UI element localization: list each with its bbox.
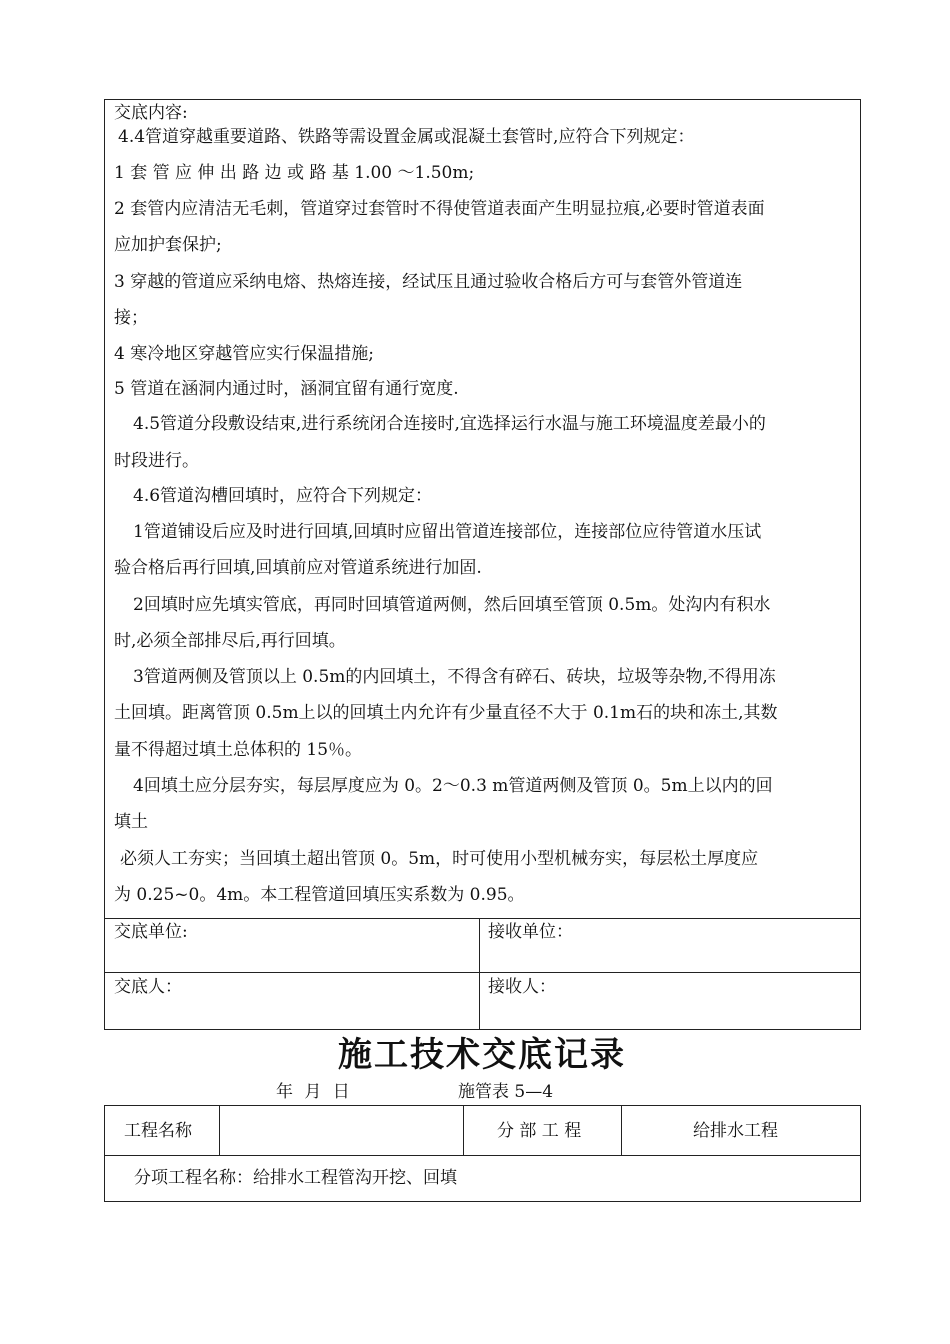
content-header: 交底内容: [114, 103, 188, 123]
content-line: 1管道铺设后应及时进行回填,回填时应留出管道连接部位，连接部位应待管道水压试 [133, 522, 762, 542]
date-line: 年 月 日 [276, 1082, 350, 1102]
sub-division-value: 给排水工程 [693, 1121, 778, 1141]
signature-divider-top [104, 918, 861, 919]
issuer-unit-label: 交底单位: [114, 922, 188, 942]
content-line: 2回填时应先填实管底，再同时回填管道两侧，然后回填至管顶 0.5m。处沟内有积水 [133, 595, 771, 615]
issuer-person-label: 交底人： [114, 977, 182, 997]
content-line: 应加护套保护; [114, 235, 222, 255]
sub-division-label: 分 部 工 程 [497, 1121, 582, 1141]
content-line: 4.4管道穿越重要道路、铁路等需设置金属或混凝土套管时,应符合下列规定： [118, 127, 695, 147]
content-line: 1 套 管 应 伸 出 路 边 或 路 基 1.00 ～1.50m; [114, 163, 475, 183]
content-line: 4.6管道沟槽回填时，应符合下列规定： [133, 486, 433, 506]
content-line: 4回填土应分层夯实，每层厚度应为 0。2～0.3 m管道两侧及管顶 0。5m上以内的回 [133, 776, 773, 796]
content-line: 必须人工夯实；当回填土超出管顶 0。5m，时可使用小型机械夯实，每层松土厚度应 [120, 849, 759, 869]
signature-divider-middle [104, 972, 861, 973]
content-line: 验合格后再行回填,回填前应对管道系统进行加固. [114, 558, 482, 578]
content-line: 为 0.25~0。4m。本工程管道回填压实系数为 0.95。 [114, 885, 525, 905]
record-title: 施工技术交底记录 [338, 1035, 626, 1075]
form-code: 施管表 5—4 [458, 1082, 554, 1102]
form-col-divider-1 [219, 1105, 220, 1155]
form-row-divider [104, 1155, 861, 1156]
sub-item-name: 分项工程名称：给排水工程管沟开挖、回填 [134, 1168, 457, 1188]
form-col-divider-3 [621, 1105, 622, 1155]
form-col-divider-2 [463, 1105, 464, 1155]
receiver-unit-label: 接收单位： [488, 922, 573, 942]
content-line: 3 穿越的管道应采纳电熔、热熔连接，经试压且通过验收合格后方可与套管外管道连 [114, 272, 743, 292]
content-line: 3管道两侧及管顶以上 0.5m的内回填土，不得含有碎石、砖块，垃圾等杂物,不得用冻 [133, 667, 776, 687]
content-line: 量不得超过填土总体积的 15％。 [114, 740, 363, 760]
content-line: 填土 [114, 812, 148, 832]
receiver-person-label: 接收人： [488, 977, 556, 997]
signature-column-divider [479, 918, 480, 1030]
content-line: 2 套管内应清洁无毛刺，管道穿过套管时不得使管道表面产生明显拉痕,必要时管道表面 [114, 199, 765, 219]
project-name-label: 工程名称 [124, 1121, 192, 1141]
content-line: 4.5管道分段敷设结束,进行系统闭合连接时,宜选择运行水温与施工环境温度差最小的 [133, 414, 766, 434]
content-line: 4 寒冷地区穿越管应实行保温措施; [114, 344, 374, 364]
content-line: 时,必须全部排尽后,再行回填。 [114, 631, 346, 651]
content-line: 5 管道在涵洞内通过时，涵洞宜留有通行宽度. [114, 379, 459, 399]
content-line: 接； [114, 308, 148, 328]
content-line: 土回填。距离管顶 0.5m上以的回填土内允许有少量直径不大于 0.1m石的块和冻土,其数 [114, 703, 778, 723]
content-line: 时段进行。 [114, 451, 199, 471]
